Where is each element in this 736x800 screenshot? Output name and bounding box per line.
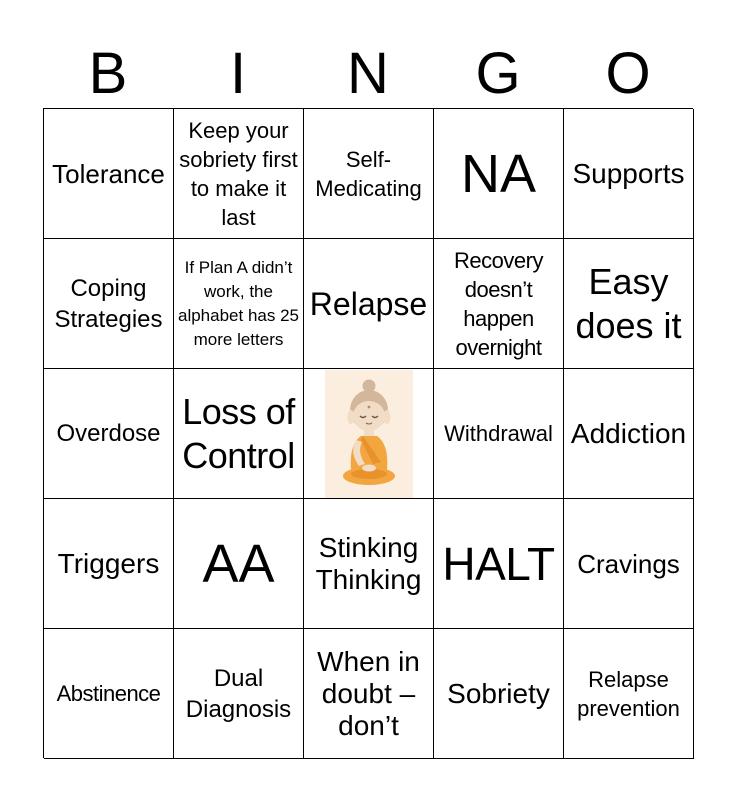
free-space-cell[interactable] xyxy=(304,369,434,499)
cell-text: Recovery doesn’t happen overnight xyxy=(454,247,543,360)
cell-text: Easy does it xyxy=(575,260,682,346)
bingo-cell[interactable] xyxy=(304,499,434,629)
bingo-cell[interactable] xyxy=(44,369,174,499)
bingo-cell[interactable] xyxy=(434,629,564,759)
meditating-buddha-icon xyxy=(325,370,413,498)
header-letter-i: I xyxy=(229,41,247,106)
bingo-header xyxy=(43,40,693,108)
header-letter-g: G xyxy=(475,41,521,106)
header-letter-n: N xyxy=(347,41,389,106)
bingo-cell[interactable] xyxy=(304,109,434,239)
cell-text: Abstinence xyxy=(56,681,161,706)
bingo-cell[interactable] xyxy=(564,239,694,369)
bingo-cell[interactable] xyxy=(564,499,694,629)
cell-text: Tolerance xyxy=(52,158,165,189)
cell-text: Dual Diagnosis xyxy=(185,664,292,723)
bingo-cell[interactable] xyxy=(44,239,174,369)
bingo-cell[interactable] xyxy=(434,239,564,369)
bingo-cell[interactable] xyxy=(174,109,304,239)
cell-text: Keep your sobriety first to make it last xyxy=(179,117,298,230)
header-letter-b: B xyxy=(88,41,128,106)
cell-text: HALT xyxy=(442,537,555,590)
bingo-grid xyxy=(43,108,693,758)
cell-text: If Plan A didn’t work, the alphabet has 25 more letters xyxy=(178,257,299,349)
bingo-cell[interactable] xyxy=(44,109,174,239)
bingo-cell[interactable] xyxy=(44,629,174,759)
bingo-cell[interactable] xyxy=(564,629,694,759)
cell-text: Stinking Thinking xyxy=(315,531,422,595)
bingo-cell[interactable] xyxy=(564,109,694,239)
cell-text: NA xyxy=(460,143,536,204)
bingo-cell[interactable] xyxy=(434,499,564,629)
cell-text: Relapse prevention xyxy=(577,666,680,721)
bingo-cell[interactable] xyxy=(44,499,174,629)
bingo-cell[interactable] xyxy=(434,109,564,239)
cell-text: Relapse xyxy=(309,285,428,322)
cell-text: Sobriety xyxy=(447,677,550,709)
cell-text: Overdose xyxy=(56,420,161,447)
cell-text: Triggers xyxy=(57,547,160,579)
cell-text: Coping Strategies xyxy=(54,274,163,333)
bingo-cell[interactable] xyxy=(564,369,694,499)
header-letter-o: O xyxy=(605,41,651,106)
cell-text: Withdrawal xyxy=(444,421,553,446)
bingo-cell[interactable] xyxy=(304,239,434,369)
bingo-cell[interactable] xyxy=(174,629,304,759)
bingo-cell[interactable] xyxy=(304,629,434,759)
cell-text: Addiction xyxy=(570,417,687,449)
cell-text: Self-Medicating xyxy=(315,146,422,201)
bingo-cell[interactable] xyxy=(174,369,304,499)
cell-text: AA xyxy=(202,533,275,594)
cell-text: Loss of Control xyxy=(182,390,295,476)
bingo-cell[interactable] xyxy=(174,239,304,369)
cell-text: Cravings xyxy=(577,548,680,579)
bingo-cell[interactable] xyxy=(174,499,304,629)
bingo-cell[interactable] xyxy=(434,369,564,499)
cell-text: When in doubt – don’t xyxy=(317,645,420,741)
cell-text: Supports xyxy=(572,157,685,189)
